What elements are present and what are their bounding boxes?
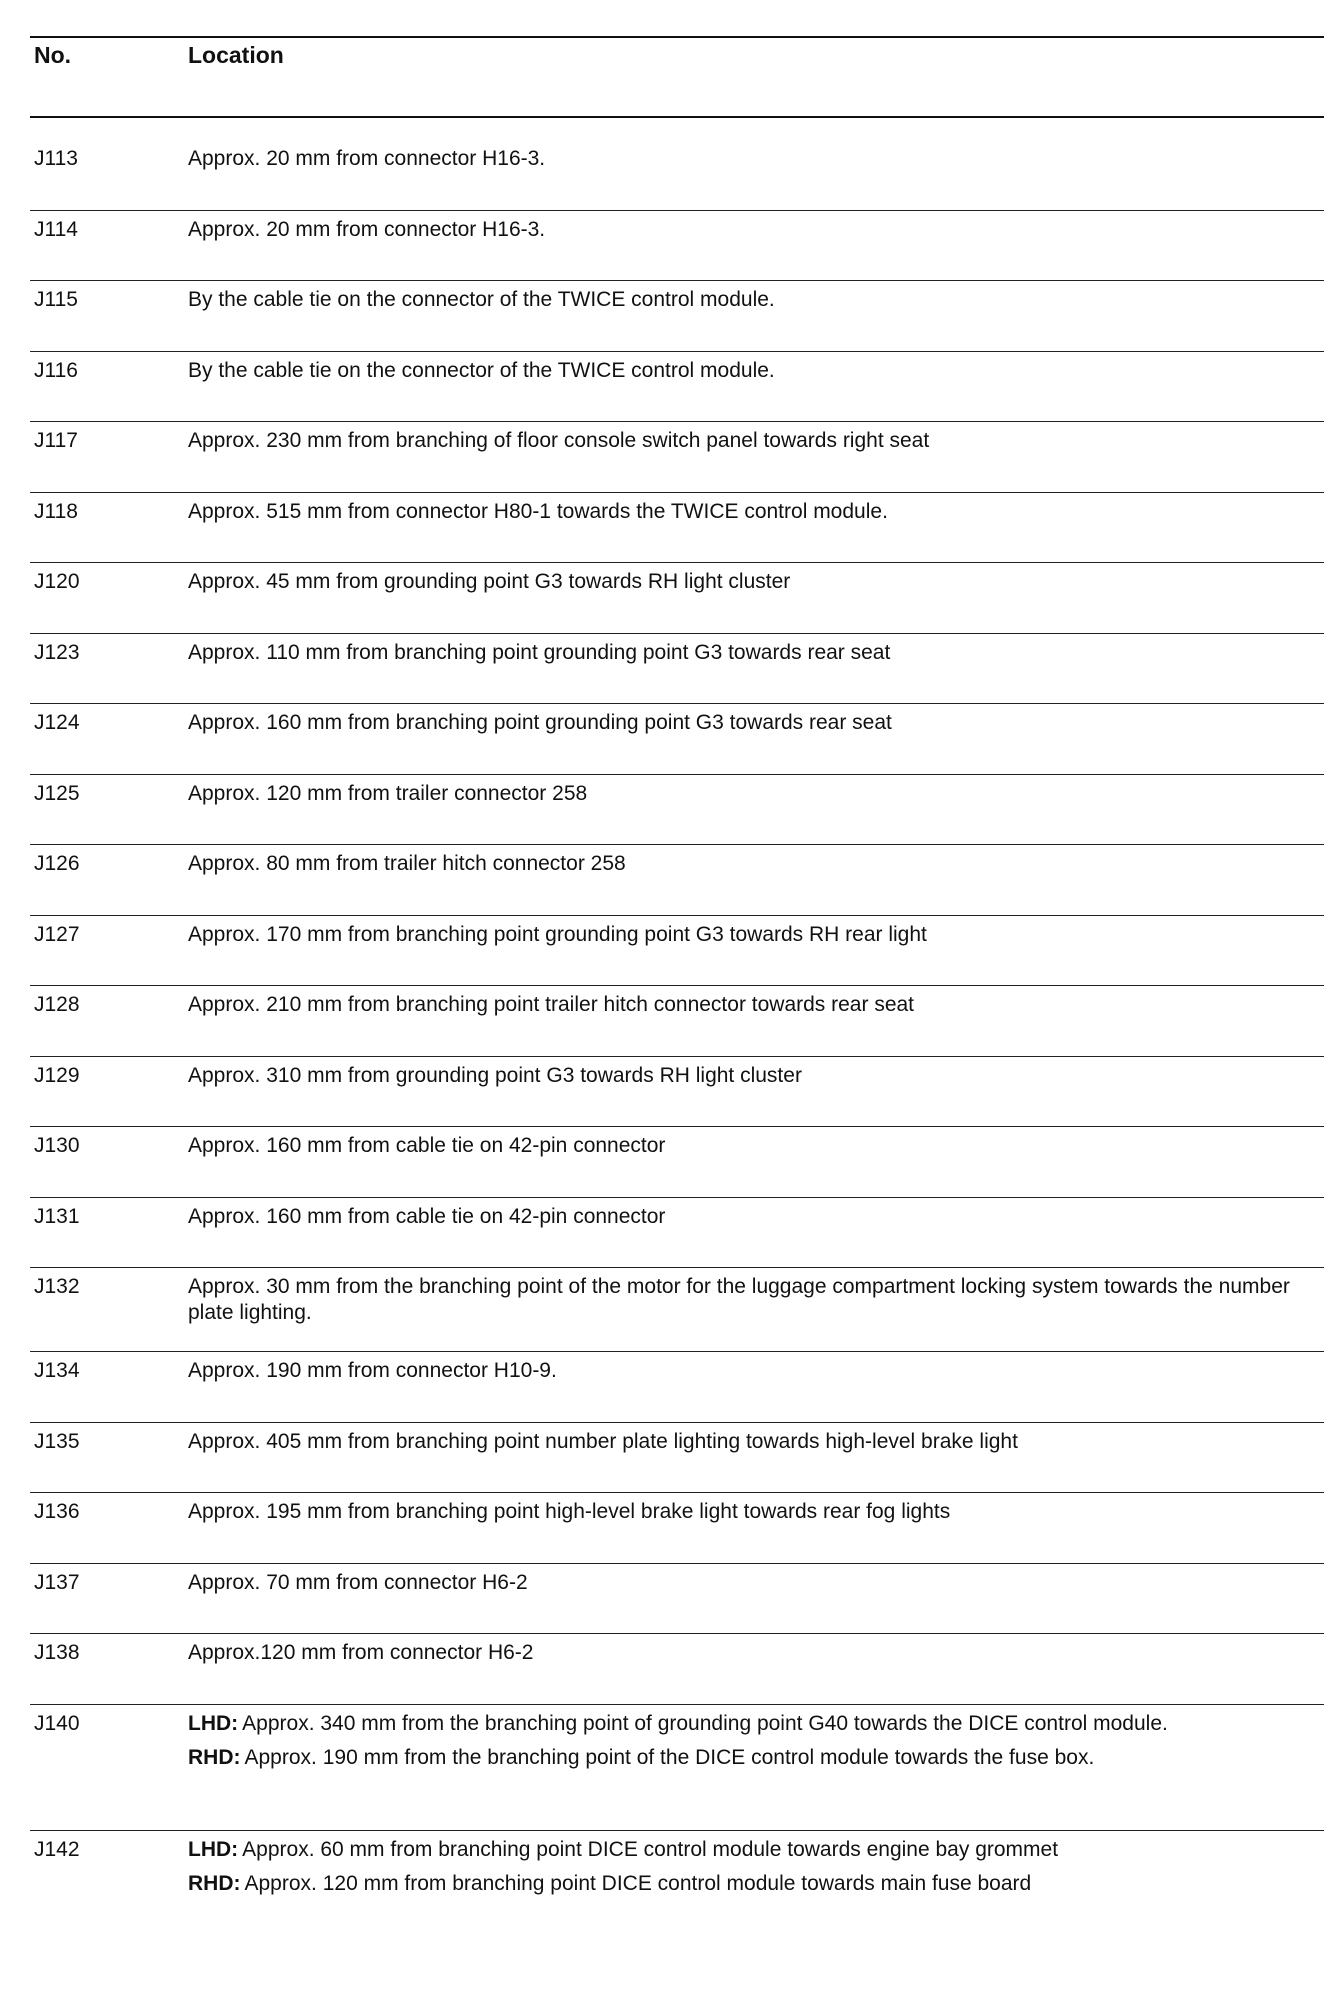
table-row (30, 1831, 1324, 1957)
junction-number: J128 (34, 993, 80, 1016)
table-row (30, 775, 1324, 846)
junction-location (188, 710, 1324, 736)
location-text: Approx. 30 mm from the branching point of the motor for the luggage compartment locking system towards the number plate lighting. (188, 1275, 1290, 1324)
location-text: Approx. 230 mm from branching of floor console switch panel towards right seat (188, 429, 930, 452)
table-row (30, 140, 1324, 211)
junction-location (188, 1640, 1324, 1666)
junction-number: J124 (34, 711, 80, 734)
location-line (188, 569, 1304, 595)
location-line (188, 499, 1304, 525)
location-line (188, 851, 1304, 877)
location-line (188, 1358, 1304, 1384)
location-line (188, 358, 1304, 384)
junction-number: J136 (34, 1500, 80, 1523)
table-row (30, 916, 1324, 987)
location-text: By the cable tie on the connector of the TWICE control module. (188, 288, 775, 311)
table-row (30, 352, 1324, 423)
location-text: Approx. 120 mm from trailer connector 258 (188, 781, 588, 805)
location-text: Approx. 70 mm from connector H6-2 (188, 1570, 528, 1594)
junction-number: J113 (34, 147, 78, 170)
junction-number: J129 (34, 1063, 80, 1087)
junction-location (188, 1358, 1324, 1384)
location-text: Approx. 405 mm from branching point number plate lighting towards high-level brake light (188, 1429, 1018, 1453)
drive-side-prefix: RHD: (188, 1745, 241, 1769)
location-line (188, 710, 1304, 736)
location-line (188, 1499, 1304, 1525)
location-text: By the cable tie on the connector of the TWICE control module. (188, 358, 775, 382)
location-line (188, 781, 1304, 807)
junction-location (188, 358, 1324, 384)
location-line (188, 428, 1304, 454)
location-line (188, 146, 1304, 172)
drive-side-prefix: RHD: (188, 1871, 241, 1895)
header-no: No. (34, 42, 72, 68)
location-line (188, 1871, 1304, 1897)
location-line (188, 1711, 1304, 1737)
junction-location (188, 851, 1324, 877)
location-text: Approx. 210 mm from branching point trailer hitch connector towards rear seat (188, 993, 915, 1016)
junction-number: J137 (34, 1570, 80, 1594)
junction-number: J118 (34, 499, 78, 523)
location-text: Approx. 160 mm from branching point grounding point G3 towards rear seat (188, 711, 892, 734)
junction-number: J126 (34, 852, 80, 875)
junction-location (188, 1837, 1324, 1897)
junction-number: J130 (34, 1134, 80, 1157)
location-line (188, 1063, 1304, 1089)
junction-location (188, 1711, 1324, 1771)
location-text: Approx. 20 mm from connector H16-3. (188, 147, 546, 170)
junction-number: J125 (34, 781, 80, 805)
table-row (30, 1564, 1324, 1635)
table-row (30, 1127, 1324, 1198)
table-row (30, 845, 1324, 916)
table-row (30, 422, 1324, 493)
location-line (188, 1570, 1304, 1596)
junction-number: J120 (34, 570, 80, 593)
junction-number: J117 (34, 429, 78, 452)
table-row (30, 1423, 1324, 1494)
junction-location (188, 1570, 1324, 1596)
location-line (188, 1837, 1304, 1863)
location-line (188, 922, 1304, 948)
table-header (30, 36, 1324, 118)
table-row (30, 1493, 1324, 1564)
junction-location (188, 1499, 1324, 1525)
location-line (188, 1640, 1304, 1666)
location-text: Approx.120 mm from connector H6-2 (188, 1641, 534, 1664)
location-text: Approx. 160 mm from cable tie on 42-pin connector (188, 1134, 666, 1157)
junction-location (188, 287, 1324, 313)
junction-number: J142 (34, 1837, 80, 1861)
junction-location-table (30, 36, 1324, 1957)
location-line (188, 992, 1304, 1018)
location-line (188, 1133, 1304, 1159)
location-text: Approx. 310 mm from grounding point G3 towards RH light cluster (188, 1063, 802, 1087)
location-line (188, 640, 1304, 666)
junction-location (188, 146, 1324, 172)
junction-location (188, 1063, 1324, 1089)
junction-location (188, 1204, 1324, 1230)
junction-number: J115 (34, 288, 78, 311)
location-line (188, 1745, 1304, 1771)
table-row (30, 986, 1324, 1057)
junction-number: J116 (34, 358, 78, 382)
junction-number: J134 (34, 1359, 80, 1382)
header-location: Location (188, 42, 284, 68)
table-row (30, 1057, 1324, 1128)
junction-location (188, 499, 1324, 525)
table-row (30, 563, 1324, 634)
location-text: Approx. 190 mm from the branching point of the DICE control module towards the fuse box. (244, 1745, 1095, 1769)
location-text: Approx. 80 mm from trailer hitch connector 258 (188, 852, 626, 875)
location-text: Approx. 20 mm from connector H16-3. (188, 217, 546, 241)
table-body (30, 140, 1324, 1957)
junction-number: J140 (34, 1711, 80, 1735)
location-text: Approx. 190 mm from connector H10-9. (188, 1359, 557, 1382)
location-text: Approx. 60 mm from branching point DICE control module towards engine bay grommet (242, 1837, 1059, 1861)
table-row (30, 211, 1324, 282)
junction-location (188, 217, 1324, 243)
junction-number: J127 (34, 922, 80, 946)
junction-number: J123 (34, 640, 80, 664)
junction-location (188, 1429, 1324, 1455)
junction-number: J114 (34, 217, 78, 241)
junction-location (188, 569, 1324, 595)
junction-location (188, 1133, 1324, 1159)
location-text: Approx. 45 mm from grounding point G3 towards RH light cluster (188, 570, 791, 593)
location-text: Approx. 170 mm from branching point grounding point G3 towards RH rear light (188, 922, 927, 946)
location-text: Approx. 110 mm from branching point grounding point G3 towards rear seat (188, 640, 891, 664)
drive-side-prefix: LHD: (188, 1711, 239, 1735)
location-text: Approx. 120 mm from branching point DICE control module towards main fuse board (244, 1871, 1032, 1895)
location-text: Approx. 340 mm from the branching point of grounding point G40 towards the DICE control module. (242, 1711, 1168, 1735)
location-line (188, 1429, 1304, 1455)
junction-location (188, 781, 1324, 807)
location-line (188, 287, 1304, 313)
location-line (188, 1204, 1304, 1230)
junction-number: J138 (34, 1641, 80, 1664)
table-row (30, 1268, 1324, 1352)
table-row (30, 634, 1324, 705)
junction-location (188, 922, 1324, 948)
location-line (188, 1274, 1304, 1326)
location-text: Approx. 160 mm from cable tie on 42-pin connector (188, 1204, 666, 1228)
junction-location (188, 428, 1324, 454)
table-row (30, 281, 1324, 352)
table-row (30, 1705, 1324, 1831)
table-row (30, 493, 1324, 564)
location-text: Approx. 515 mm from connector H80-1 towards the TWICE control module. (188, 499, 888, 523)
junction-location (188, 992, 1324, 1018)
junction-location (188, 640, 1324, 666)
table-row (30, 1352, 1324, 1423)
location-text: Approx. 195 mm from branching point high-level brake light towards rear fog lights (188, 1500, 951, 1523)
table-row (30, 1198, 1324, 1269)
junction-number: J135 (34, 1429, 80, 1453)
location-line (188, 217, 1304, 243)
junction-number: J131 (34, 1204, 80, 1228)
table-row (30, 1634, 1324, 1705)
junction-location (188, 1274, 1324, 1326)
drive-side-prefix: LHD: (188, 1837, 239, 1861)
table-row (30, 704, 1324, 775)
junction-number: J132 (34, 1275, 80, 1298)
